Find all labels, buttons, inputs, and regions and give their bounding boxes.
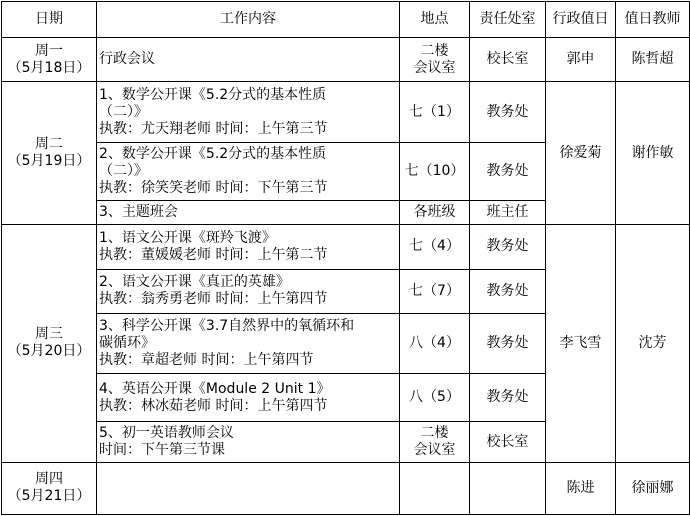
location-cell: 八（4） bbox=[400, 313, 470, 373]
location-cell: 八（5） bbox=[400, 374, 470, 422]
office-cell: 教务处 bbox=[470, 225, 546, 269]
location-cell: 七（4） bbox=[400, 225, 470, 269]
content-cell bbox=[97, 462, 400, 514]
location-cell: 七（1） bbox=[400, 82, 470, 142]
content-cell: 2、数学公开课《5.2分式的基本性质 （二）》 执教：徐笑笑老师 时间：下午第三节 bbox=[97, 142, 400, 200]
content-cell: 1、语文公开课《斑羚飞渡》 执教：董媛媛老师 时间：上午第二节 bbox=[97, 225, 400, 269]
header-location: 地点 bbox=[400, 2, 470, 38]
content-cell: 行政会议 bbox=[97, 38, 400, 82]
header-date: 日期 bbox=[2, 2, 97, 38]
location-cell: 七（10） bbox=[400, 142, 470, 200]
location-cell: 各班级 bbox=[400, 201, 470, 225]
teacher-duty-cell: 陈哲超 bbox=[616, 38, 690, 82]
teacher-duty-cell: 谢作敏 bbox=[616, 82, 690, 225]
day-date: （5月21日） bbox=[7, 488, 91, 505]
content-cell: 5、初一英语教师会议 时间：下午第三节课 bbox=[97, 422, 400, 462]
table-row bbox=[2, 225, 690, 269]
office-cell: 校长室 bbox=[470, 38, 546, 82]
table-row bbox=[2, 82, 690, 142]
office-cell: 校长室 bbox=[470, 422, 546, 462]
content-cell: 3、主题班会 bbox=[97, 201, 400, 225]
content-cell: 3、科学公开课《3.7自然界中的氧循环和 碳循环》 执教：章超老师 时间：上午第四节 bbox=[97, 313, 400, 373]
day-cell-wed bbox=[2, 225, 97, 462]
admin-duty-cell: 李飞雪 bbox=[546, 225, 616, 462]
duty-schedule-table bbox=[1, 1, 690, 515]
day-cell-thu bbox=[2, 462, 97, 514]
day-name: 周三 bbox=[35, 326, 63, 343]
header-row bbox=[2, 2, 690, 38]
header-office: 责任处室 bbox=[470, 2, 546, 38]
header-content: 工作内容 bbox=[97, 2, 400, 38]
office-cell: 班主任 bbox=[470, 201, 546, 225]
day-name: 周一 bbox=[35, 42, 63, 59]
office-cell: 教务处 bbox=[470, 82, 546, 142]
table-row bbox=[2, 462, 690, 514]
admin-duty-cell: 陈进 bbox=[546, 462, 616, 514]
location-cell: 七（7） bbox=[400, 269, 470, 313]
day-date: （5月20日） bbox=[7, 343, 91, 360]
day-name: 周四 bbox=[35, 471, 63, 488]
day-name: 周二 bbox=[35, 136, 63, 153]
admin-duty-cell: 徐爱菊 bbox=[546, 82, 616, 225]
admin-duty-cell: 郭申 bbox=[546, 38, 616, 82]
location-cell: 二楼 会议室 bbox=[400, 422, 470, 462]
teacher-duty-cell: 沈芳 bbox=[616, 225, 690, 462]
day-cell-mon bbox=[2, 38, 97, 82]
header-teacher-duty: 值日教师 bbox=[616, 2, 690, 38]
header-admin-duty: 行政值日 bbox=[546, 2, 616, 38]
office-cell: 教务处 bbox=[470, 269, 546, 313]
location-cell: 二楼 会议室 bbox=[400, 38, 470, 82]
day-date: （5月19日） bbox=[7, 153, 91, 170]
office-cell: 教务处 bbox=[470, 142, 546, 200]
location-cell bbox=[400, 462, 470, 514]
day-date: （5月18日） bbox=[7, 59, 91, 76]
content-cell: 1、数学公开课《5.2分式的基本性质 （二）》 执教：尤天翔老师 时间：上午第三节 bbox=[97, 82, 400, 142]
content-cell: 2、语文公开课《真正的英雄》 执教：翁秀勇老师 时间：上午第四节 bbox=[97, 269, 400, 313]
table-row bbox=[2, 38, 690, 82]
content-cell: 4、英语公开课《Module 2 Unit 1》 执教：林冰茹老师 时间：上午第四节 bbox=[97, 374, 400, 422]
office-cell: 教务处 bbox=[470, 313, 546, 373]
office-cell bbox=[470, 462, 546, 514]
office-cell: 教务处 bbox=[470, 374, 546, 422]
teacher-duty-cell: 徐丽娜 bbox=[616, 462, 690, 514]
day-cell-tue bbox=[2, 82, 97, 225]
